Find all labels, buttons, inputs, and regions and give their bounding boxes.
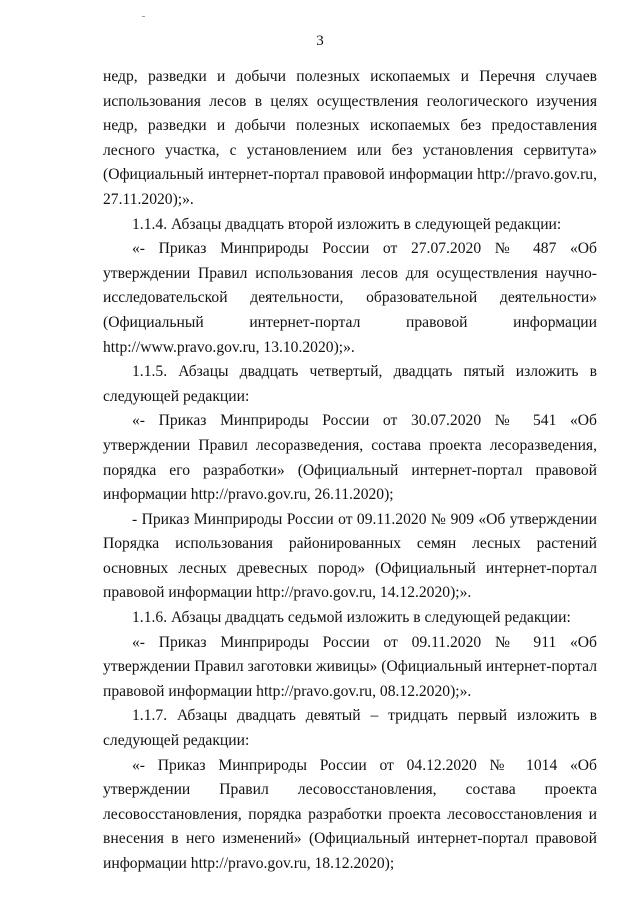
paragraph-order-541: «- Приказ Минприроды России от 30.07.2020 № 541 «Об утверждении Правил лесоразведения, состава проекта лесоразведения, порядка его разработки» (Официальный интернет-портал правовой информации http://pravo.gov.ru, 26.11.2020); — [103, 412, 597, 504]
document-body — [103, 65, 597, 877]
paragraph-order-487: «- Приказ Минприроды России от 27.07.2020 № 487 «Об утверждении Правил использования лесов для осуществления научно-исследовательской деятельности, образовательной деятельности» (Официальный интернет-портал правовой информации http://www.pravo.gov.ru, 13.10.2020);». — [103, 240, 597, 356]
paragraph-order-1014: «- Приказ Минприроды России от 04.12.2020 № 1014 «Об утверждении Правил лесовосстановления, состава проекта лесовосстановления, порядка разработки проекта лесовосстановления и внесения в него изменений» (Официальный интернет-портал правовой информации http://pravo.gov.ru, 18.12.2020); — [103, 756, 597, 872]
paragraph-1-1-6: 1.1.6. Абзацы двадцать седьмой изложить в следующей редакции: — [132, 609, 571, 627]
paragraph-continued: недр, разведки и добычи полезных ископаемых и Перечня случаев использования лесов в целях осуществления геологического изучения недр, разведки и добычи полезных ископаемых без предоставления лесного участка, с установлением или без установления сервитута» (Официальный интернет-портал правовой информации http://pravo.gov.ru, 27.11.2020);». — [103, 68, 597, 208]
paragraph-order-909: - Приказ Минприроды России от 09.11.2020 № 909 «Об утверждении Порядка использования районированных семян лесных растений основных лесных древесных пород» (Официальный интернет-портал правовой информации http://pravo.gov.ru, 14.12.2020);». — [103, 510, 597, 602]
paragraph-1-1-4: 1.1.4. Абзацы двадцать второй изложить в следующей редакции: — [132, 215, 562, 233]
paragraph-1-1-7: 1.1.7. Абзацы двадцать девятый – тридцать первый изложить в следующей редакции: — [103, 707, 597, 750]
paragraph-order-911: «- Приказ Минприроды России от 09.11.2020 № 911 «Об утверждении Правил заготовки живицы» (Официальный интернет-портал правовой информации http://pravo.gov.ru, 08.12.2020);». — [103, 633, 597, 700]
scan-speck — [142, 16, 145, 17]
page-number: 3 — [316, 33, 324, 49]
paragraph-1-1-5: 1.1.5. Абзацы двадцать четвертый, двадцать пятый изложить в следующей редакции: — [103, 363, 597, 405]
